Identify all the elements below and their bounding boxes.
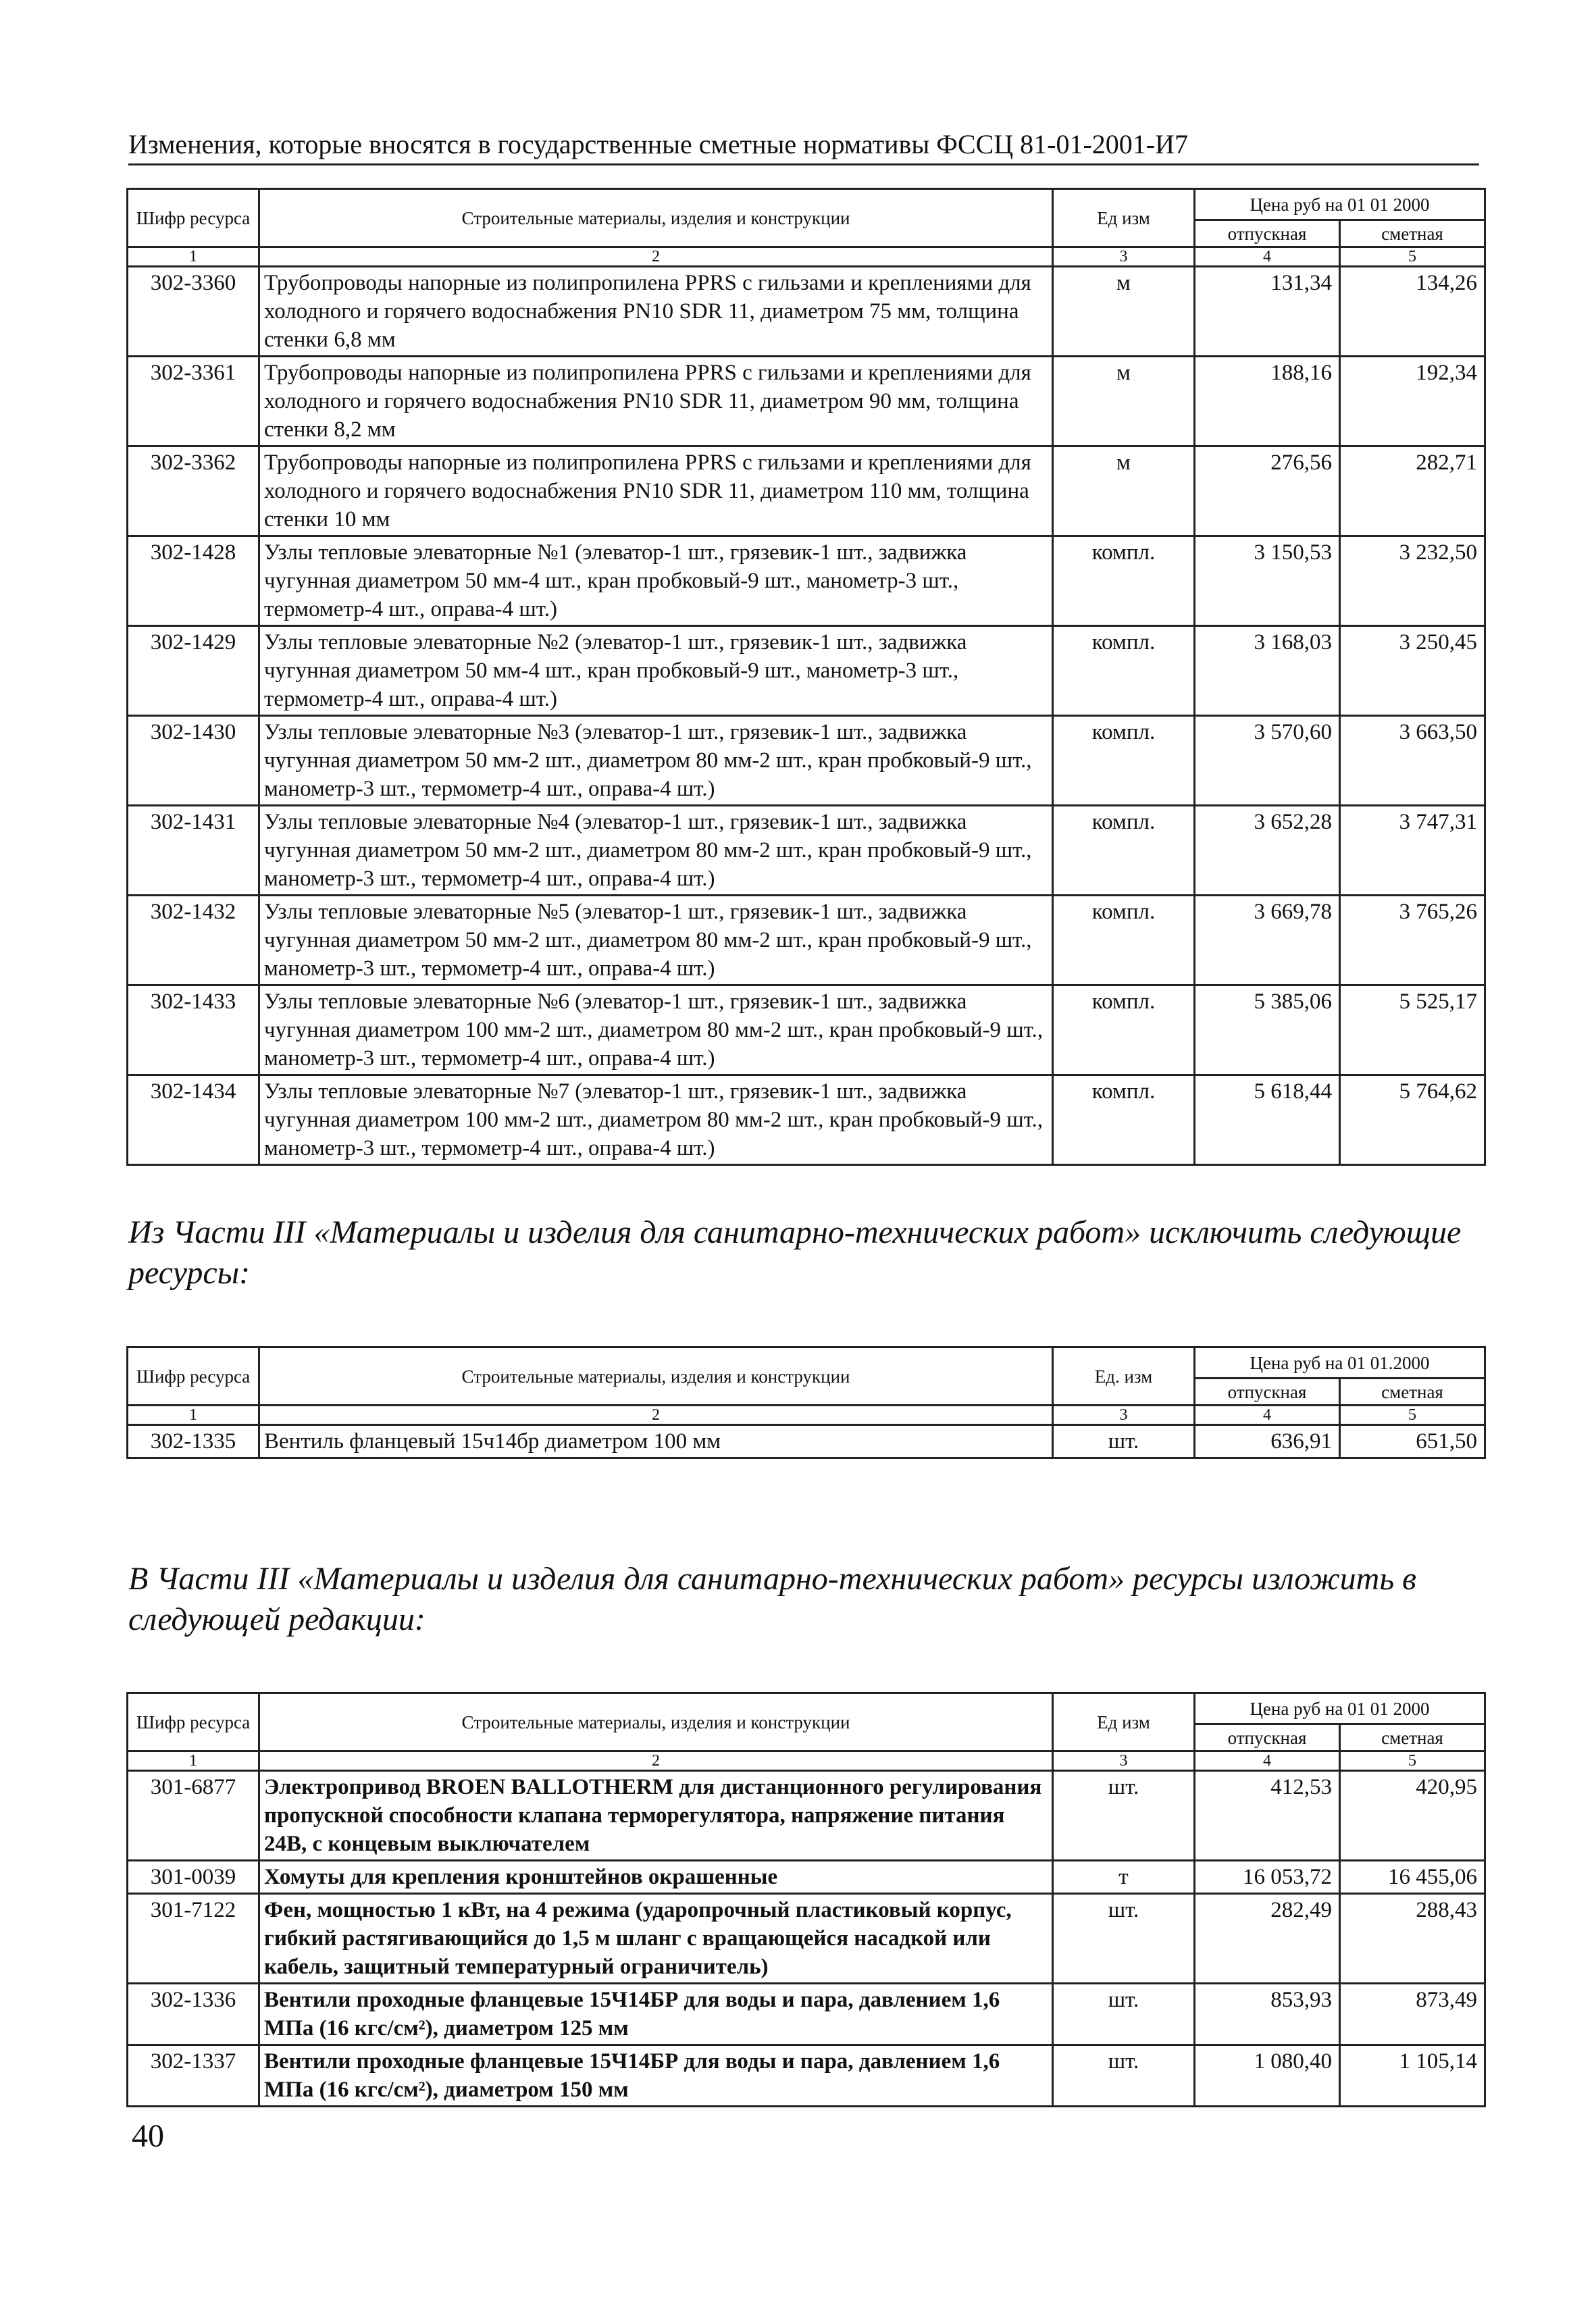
row-name: Узлы тепловые элеваторные №7 (элеватор-1 шт., грязевик-1 шт., задвижка чугунная диаметром 100 мм-2 шт., диаметром 80 мм-2 шт., кран пробковый-9 шт., манометр-3 шт., термометр-4 шт., оправа-4 шт.) [259,1075,1053,1165]
row-unit: компл. [1053,896,1195,985]
row-code: 302-3361 [128,357,259,446]
row-estimate-price: 3 232,50 [1340,536,1485,626]
row-release-price: 3 669,78 [1195,896,1340,985]
caption-revise-resources: В Части III «Материалы и изделия для санитарно-технических работ» ресурсы изложить в следующей редакции: [128,1561,1417,1637]
col-unit-header: Ед. изм [1053,1347,1195,1406]
table-row [128,716,1485,806]
resource-table-3 [126,1692,1486,2107]
row-unit: компл. [1053,716,1195,806]
table-row [128,267,1485,357]
column-number-row [128,247,1485,267]
col-release-header: отпускная [1195,1724,1340,1751]
row-estimate-price: 3 747,31 [1340,806,1485,896]
row-name: Узлы тепловые элеваторные №1 (элеватор-1 шт., грязевик-1 шт., задвижка чугунная диаметром 50 мм-4 шт., кран пробковый-9 шт., манометр-3 шт., термометр-4 шт., оправа-4 шт.) [259,536,1053,626]
row-estimate-price: 3 765,26 [1340,896,1485,985]
row-code: 301-0039 [128,1861,259,1894]
col-number: 4 [1195,1751,1340,1771]
resource-table-1 [126,188,1486,1166]
table-row [128,626,1485,716]
table-row [128,536,1485,626]
row-unit: т [1053,1861,1195,1894]
row-name: Трубопроводы напорные из полипропилена PPRS с гильзами и креплениями для холодного и горячего водоснабжения PN10 SDR 11, диаметром 90 мм, толщина стенки 8,2 мм [259,357,1053,446]
col-number: 3 [1053,1406,1195,1425]
row-name: Узлы тепловые элеваторные №2 (элеватор-1 шт., грязевик-1 шт., задвижка чугунная диаметром 50 мм-4 шт., кран пробковый-9 шт., манометр-3 шт., термометр-4 шт., оправа-4 шт.) [259,626,1053,716]
row-release-price: 276,56 [1195,446,1340,536]
row-unit: компл. [1053,626,1195,716]
col-price-header: Цена руб на 01 01 2000 [1195,189,1485,220]
row-name: Вентили проходные фланцевые 15Ч14БР для воды и пара, давлением 1,6 МПа (16 кгс/см²), диаметром 125 мм [259,1984,1053,2045]
row-estimate-price: 5 764,62 [1340,1075,1485,1165]
row-code: 302-3360 [128,267,259,357]
col-number: 1 [128,1751,259,1771]
row-name: Вентиль фланцевый 15ч14бр диаметром 100 мм [259,1425,1053,1458]
col-number: 3 [1053,247,1195,267]
row-estimate-price: 288,43 [1340,1894,1485,1984]
row-code: 302-1335 [128,1425,259,1458]
row-unit: м [1053,357,1195,446]
row-name: Узлы тепловые элеваторные №4 (элеватор-1 шт., грязевик-1 шт., задвижка чугунная диаметром 50 мм-2 шт., диаметром 80 мм-2 шт., кран пробковый-9 шт., манометр-3 шт., термометр-4 шт., оправа-4 шт.) [259,806,1053,896]
row-name: Трубопроводы напорные из полипропилена PPRS с гильзами и креплениями для холодного и горячего водоснабжения PN10 SDR 11, диаметром 110 мм, толщина стенки 10 мм [259,446,1053,536]
col-release-header: отпускная [1195,1379,1340,1406]
page-number: 40 [132,2118,164,2154]
row-release-price: 131,34 [1195,267,1340,357]
table-row [128,446,1485,536]
row-release-price: 3 652,28 [1195,806,1340,896]
row-estimate-price: 16 455,06 [1340,1861,1485,1894]
page-header: Изменения, которые вносятся в государственные сметные нормативы ФССЦ 81-01-2001-И7 [128,128,1479,165]
col-price-header: Цена руб на 01 01.2000 [1195,1347,1485,1379]
row-name: Электропривод BROEN BALLOTHERM для дистанционного регулирования пропускной способности клапана терморегулятора, напряжение питания 24В, с концевым выключателем [259,1771,1053,1861]
row-unit: компл. [1053,536,1195,626]
row-code: 302-1430 [128,716,259,806]
col-number: 4 [1195,1406,1340,1425]
row-unit: шт. [1053,1425,1195,1458]
row-estimate-price: 192,34 [1340,357,1485,446]
row-code: 302-1433 [128,985,259,1075]
row-release-price: 3 168,03 [1195,626,1340,716]
table-row [128,1771,1485,1861]
col-number: 2 [259,1751,1053,1771]
col-name-header: Строительные материалы, изделия и конструкции [259,189,1053,247]
row-name: Трубопроводы напорные из полипропилена PPRS с гильзами и креплениями для холодного и горячего водоснабжения PN10 SDR 11, диаметром 75 мм, толщина стенки 6,8 мм [259,267,1053,357]
row-code: 302-1336 [128,1984,259,2045]
row-unit: компл. [1053,1075,1195,1165]
row-name: Узлы тепловые элеваторные №6 (элеватор-1 шт., грязевик-1 шт., задвижка чугунная диаметром 100 мм-2 шт., диаметром 80 мм-2 шт., кран пробковый-9 шт., манометр-3 шт., термометр-4 шт., оправа-4 шт.) [259,985,1053,1075]
col-number: 5 [1340,247,1485,267]
row-estimate-price: 3 663,50 [1340,716,1485,806]
col-name-header: Строительные материалы, изделия и конструкции [259,1693,1053,1751]
col-number: 1 [128,1406,259,1425]
col-number: 2 [259,247,1053,267]
col-name-header: Строительные материалы, изделия и конструкции [259,1347,1053,1406]
column-number-row [128,1751,1485,1771]
row-release-price: 5 618,44 [1195,1075,1340,1165]
col-number: 3 [1053,1751,1195,1771]
row-unit: шт. [1053,2045,1195,2107]
row-name: Узлы тепловые элеваторные №5 (элеватор-1 шт., грязевик-1 шт., задвижка чугунная диаметром 50 мм-2 шт., диаметром 80 мм-2 шт., кран пробковый-9 шт., манометр-3 шт., термометр-4 шт., оправа-4 шт.) [259,896,1053,985]
table-row [128,1425,1485,1458]
row-unit: шт. [1053,1771,1195,1861]
col-code-header: Шифр ресурса [128,189,259,247]
row-code: 302-1428 [128,536,259,626]
row-estimate-price: 3 250,45 [1340,626,1485,716]
row-release-price: 853,93 [1195,1984,1340,2045]
row-unit: м [1053,267,1195,357]
row-name: Вентили проходные фланцевые 15Ч14БР для воды и пара, давлением 1,6 МПа (16 кгс/см²), диаметром 150 мм [259,2045,1053,2107]
row-name: Узлы тепловые элеваторные №3 (элеватор-1 шт., грязевик-1 шт., задвижка чугунная диаметром 50 мм-2 шт., диаметром 80 мм-2 шт., кран пробковый-9 шт., манометр-3 шт., термометр-4 шт., оправа-4 шт.) [259,716,1053,806]
row-unit: шт. [1053,1894,1195,1984]
table-row [128,1894,1485,1984]
table-row [128,985,1485,1075]
row-unit: шт. [1053,1984,1195,2045]
table-row [128,1075,1485,1165]
row-code: 301-6877 [128,1771,259,1861]
col-estimate-header: сметная [1340,1379,1485,1406]
row-estimate-price: 282,71 [1340,446,1485,536]
row-estimate-price: 651,50 [1340,1425,1485,1458]
row-release-price: 412,53 [1195,1771,1340,1861]
row-release-price: 282,49 [1195,1894,1340,1984]
caption-exclude-resources: Из Части III «Материалы и изделия для санитарно-технических работ» исключить следующие ресурсы: [128,1214,1462,1291]
row-code: 301-7122 [128,1894,259,1984]
table-row [128,2045,1485,2107]
col-number: 4 [1195,247,1340,267]
col-price-header: Цена руб на 01 01 2000 [1195,1693,1485,1724]
col-number: 2 [259,1406,1053,1425]
row-release-price: 3 150,53 [1195,536,1340,626]
col-estimate-header: сметная [1340,220,1485,247]
col-code-header: Шифр ресурса [128,1347,259,1406]
col-release-header: отпускная [1195,220,1340,247]
row-code: 302-1434 [128,1075,259,1165]
table-row [128,806,1485,896]
row-estimate-price: 1 105,14 [1340,2045,1485,2107]
row-estimate-price: 420,95 [1340,1771,1485,1861]
col-code-header: Шифр ресурса [128,1693,259,1751]
row-release-price: 1 080,40 [1195,2045,1340,2107]
col-estimate-header: сметная [1340,1724,1485,1751]
row-estimate-price: 134,26 [1340,267,1485,357]
table-row [128,357,1485,446]
row-code: 302-1429 [128,626,259,716]
row-code: 302-1432 [128,896,259,985]
row-estimate-price: 5 525,17 [1340,985,1485,1075]
column-number-row [128,1406,1485,1425]
row-code: 302-1431 [128,806,259,896]
row-name: Фен, мощностью 1 кВт, на 4 режима (ударопрочный пластиковый корпус, гибкий растягивающийся до 1,5 м шланг с вращающейся насадкой или кабель, защитный температурный ограничитель) [259,1894,1053,1984]
resource-table-2 [126,1346,1486,1459]
table-row [128,1984,1485,2045]
col-unit-header: Ед изм [1053,189,1195,247]
row-code: 302-3362 [128,446,259,536]
row-unit: м [1053,446,1195,536]
row-release-price: 3 570,60 [1195,716,1340,806]
col-number: 5 [1340,1751,1485,1771]
table-row [128,1861,1485,1894]
row-release-price: 188,16 [1195,357,1340,446]
row-estimate-price: 873,49 [1340,1984,1485,2045]
col-number: 1 [128,247,259,267]
col-unit-header: Ед изм [1053,1693,1195,1751]
table-row [128,896,1485,985]
col-number: 5 [1340,1406,1485,1425]
row-release-price: 5 385,06 [1195,985,1340,1075]
row-release-price: 16 053,72 [1195,1861,1340,1894]
row-code: 302-1337 [128,2045,259,2107]
row-name: Хомуты для крепления кронштейнов окрашенные [259,1861,1053,1894]
row-unit: компл. [1053,806,1195,896]
row-unit: компл. [1053,985,1195,1075]
row-release-price: 636,91 [1195,1425,1340,1458]
